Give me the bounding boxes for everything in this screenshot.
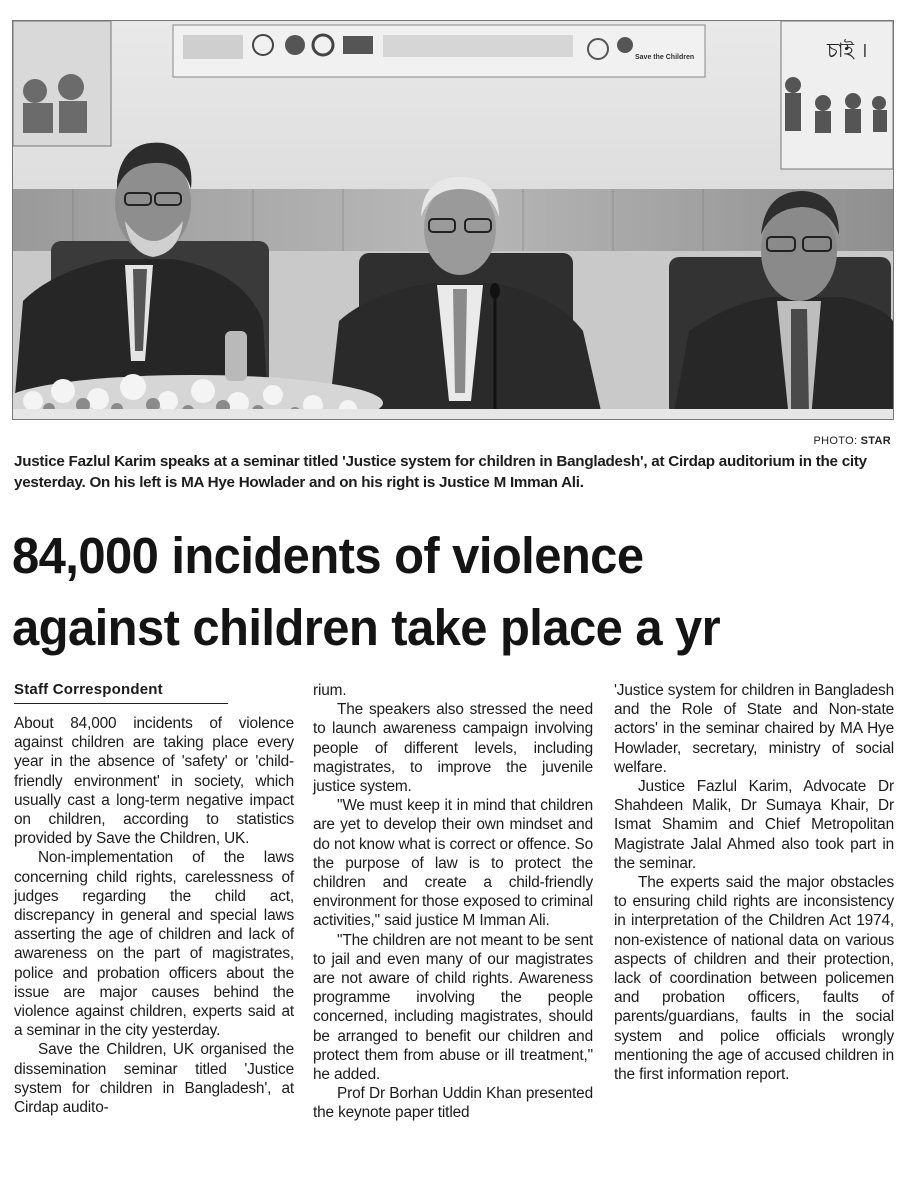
paragraph: rium. [313,682,347,699]
byline-text: Staff Correspondent [14,681,163,698]
news-photo [12,20,894,420]
paragraph: 'Justice system for children in Bangladesh and the Role of State and Non-state actors' in the seminar chaired by MA Hye Howlader, secretary, ministry of social welfare. [614,682,894,776]
paragraph: Save the Children, UK organised the dissemination seminar titled 'Justice system for children in Bangladesh', at Cirdap audito- [14,1041,294,1117]
photo-credit-label: PHOTO: [813,435,858,447]
byline [14,681,228,704]
headline-line-2: against children take place a yr [12,599,721,656]
paragraph: Justice Fazlul Karim, Advocate Dr Shahdeen Malik, Dr Sumaya Khair, Dr Ismat Shamim and Chief Metropolitan Magistrate Jalal Ahmed also took part in the seminar. [614,778,894,872]
article-column-2 [313,681,593,1123]
headline [12,520,866,664]
paragraph: "We must keep it in mind that children are yet to develop their own mindset and do not know what is correct or offence. So the purpose of law is to protect the children and create a child-friendly environment for those exposed to criminal activities," said justice M Imman Ali. [313,797,594,930]
article-column-3 [614,681,894,1084]
paragraph: Non-implementation of the laws concerning child rights, carelessness of judges regarding the child act, discrepancy in general and special laws asserting the age of children and lack of awareness on the part of magistrates, police and probation officers about the issue are major causes behind the violence against children, experts said at a seminar in the city yesterday. [14,849,294,1040]
headline-line-1: 84,000 incidents of violence [12,527,644,584]
photo-caption: Justice Fazlul Karim speaks at a seminar titled 'Justice system for children in Bangladesh', at Cirdap auditorium in the city yesterday. On his left is MA Hye Howlader and on his right is Justice M Imman Ali. [14,453,867,491]
banner-sponsor: Save the Children [635,54,695,61]
paragraph: "The children are not meant to be sent to jail and even many of our magistrates are not aware of child rights. Awareness programme involving the people concerned, including magistrates, should be arranged to benefit our children and protect them from abuse or ill treatment," he added. [313,931,593,1084]
paragraph: Prof Dr Borhan Uddin Khan presented the keynote paper titled [313,1085,593,1122]
paragraph: About 84,000 incidents of violence against children are taking place every year in the absence of 'safety' or 'child-friendly environment' in society, which usually cast a long-term negative impact on children, according to statistics provided by Save the Children, UK. [14,715,294,848]
photo-credit-source: STAR [860,435,891,447]
photo-credit [814,435,891,447]
paragraph: The experts said the major obstacles to ensuring child rights are inconsistency in interpretation of the Children Act 1974, non-existence of national data on various aspects of children and their protection, lack of coordination between policemen and probation officers, faults of parents/guardians, faults in the social system and police officials wrongly mentioning the age of accused children in the first information report. [614,874,894,1084]
poster-text: চাই । [827,38,868,62]
article-column-1 [14,681,294,1117]
seminar-photo [13,21,893,419]
paragraph: The speakers also stressed the need to launch awareness campaign involving people of different levels, including magistrates, to improve the juvenile justice system. [313,701,593,796]
